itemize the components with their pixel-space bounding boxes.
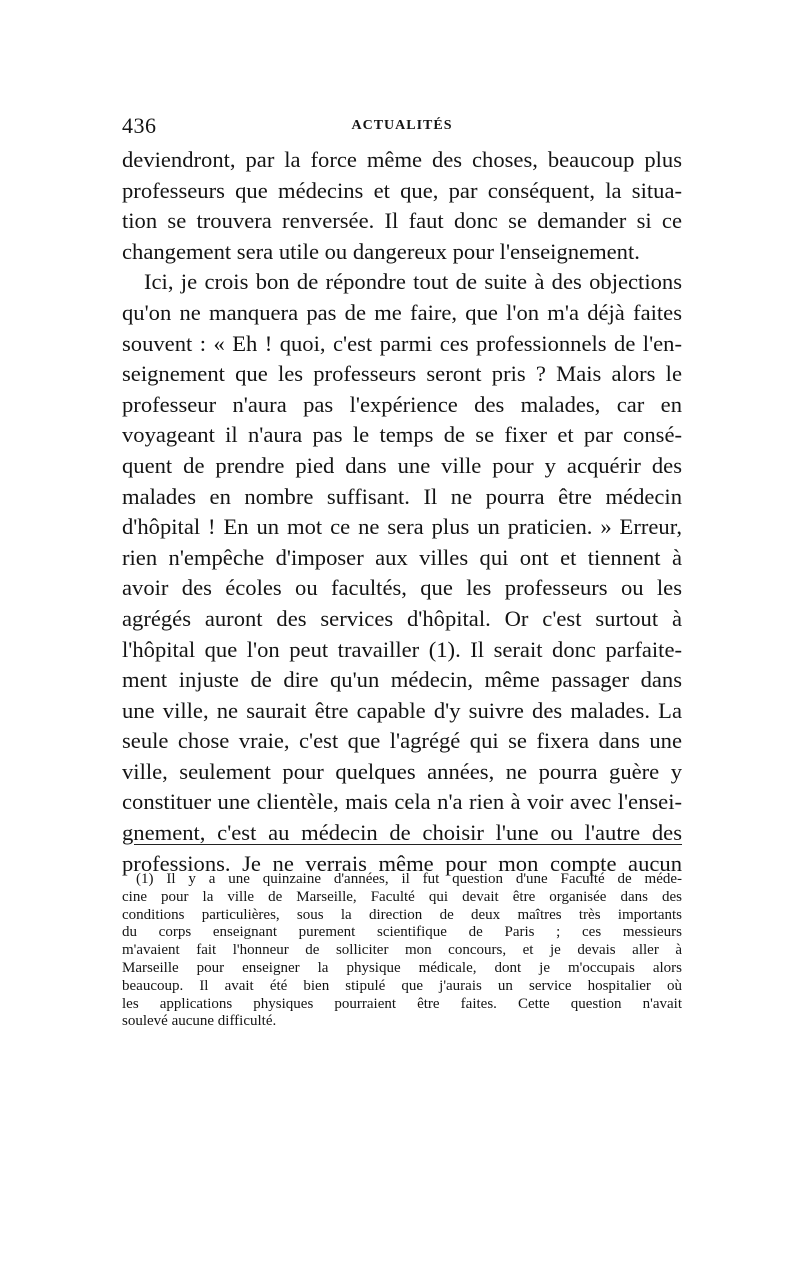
footnote-line: les applications physiques pourraient être faites. Cette question n'avait (122, 995, 682, 1012)
footnote-line: du corps enseignant purement scientifique de Paris ; ces messieurs (122, 924, 682, 941)
footnote-line: conditions particulières, sous la direction de deux maîtres très importants (122, 906, 682, 923)
body-line: malades en nombre suffisant. Il ne pourra être médecin (122, 483, 682, 509)
body-line: changement sera utile ou dangereux pour l'enseignement. (122, 238, 640, 264)
running-head (122, 113, 682, 141)
body-line: gnement, c'est au médecin de choisir l'une ou l'autre des (122, 820, 682, 846)
body-line: agrégés auront des services d'hôpital. Or c'est surtout à (122, 605, 682, 631)
footnote-line: m'avaient fait l'honneur de solliciter mon concours, et je devais aller à (122, 942, 682, 959)
footnote-line: cine pour la ville de Marseille, Faculté qui devait être organisée dans des (122, 888, 682, 905)
body-line: ville, seulement pour quelques années, ne pourra guère y (122, 758, 682, 784)
footnote-rule (134, 844, 682, 845)
body-line: ment injuste de dire qu'un médecin, même passager dans (122, 667, 682, 693)
body-line: une ville, ne saurait être capable d'y suivre des malades. La (122, 697, 682, 723)
body-line: tion se trouvera renversée. Il faut donc se demander si ce (122, 208, 682, 234)
body-line: avoir des écoles ou facultés, que les professeurs ou les (122, 575, 682, 601)
footnote-line: (1) Il y a une quinzaine d'années, il fut question d'une Faculté de méde- (136, 871, 682, 887)
footnote-line: soulevé aucune difficulté. (122, 1013, 277, 1030)
body-line: souvent : « Eh ! quoi, c'est parmi ces professionnels de l'en- (122, 330, 682, 356)
body-line: seignement que les professeurs seront pris ? Mais alors le (122, 361, 682, 387)
body-line: constituer une clientèle, mais cela n'a rien à voir avec l'ensei- (122, 789, 682, 815)
body-line: professions. Je ne verrais même pour mon compte aucun (122, 850, 682, 876)
body-text (122, 145, 682, 879)
footnote-line: beaucoup. Il avait été bien stipulé que j'aurais un service hospitalier où (122, 977, 682, 994)
body-line: rien n'empêche d'imposer aux villes qui ont et tiennent à (122, 544, 682, 570)
body-line: voyageant il n'aura pas le temps de se fixer et par consé- (122, 422, 682, 448)
running-title: ACTUALITÉS (351, 118, 453, 133)
body-line: l'hôpital que l'on peut travailler (1). Il serait donc parfaite- (122, 636, 682, 662)
body-line: d'hôpital ! En un mot ce ne sera plus un praticien. » Erreur, (122, 514, 682, 540)
body-line: seule chose vraie, c'est que l'agrégé qui se fixera dans une (122, 728, 682, 754)
footnote-line: Marseille pour enseigner la physique médicale, dont je m'occupais alors (122, 959, 682, 976)
body-line: deviendront, par la force même des choses, beaucoup plus (122, 147, 682, 172)
body-line: professeurs que médecins et que, par conséquent, la situa- (122, 177, 682, 203)
body-line: qu'on ne manquera pas de me faire, que l'on m'a déjà faites (122, 299, 682, 325)
body-line: Ici, je crois bon de répondre tout de suite à des objections (144, 269, 682, 295)
body-line: quent de prendre pied dans une ville pour y acquérir des (122, 452, 682, 478)
page-number: 436 (122, 113, 157, 138)
footnote (122, 871, 682, 1031)
body-line: professeur n'aura pas l'expérience des malades, car en (122, 391, 682, 417)
